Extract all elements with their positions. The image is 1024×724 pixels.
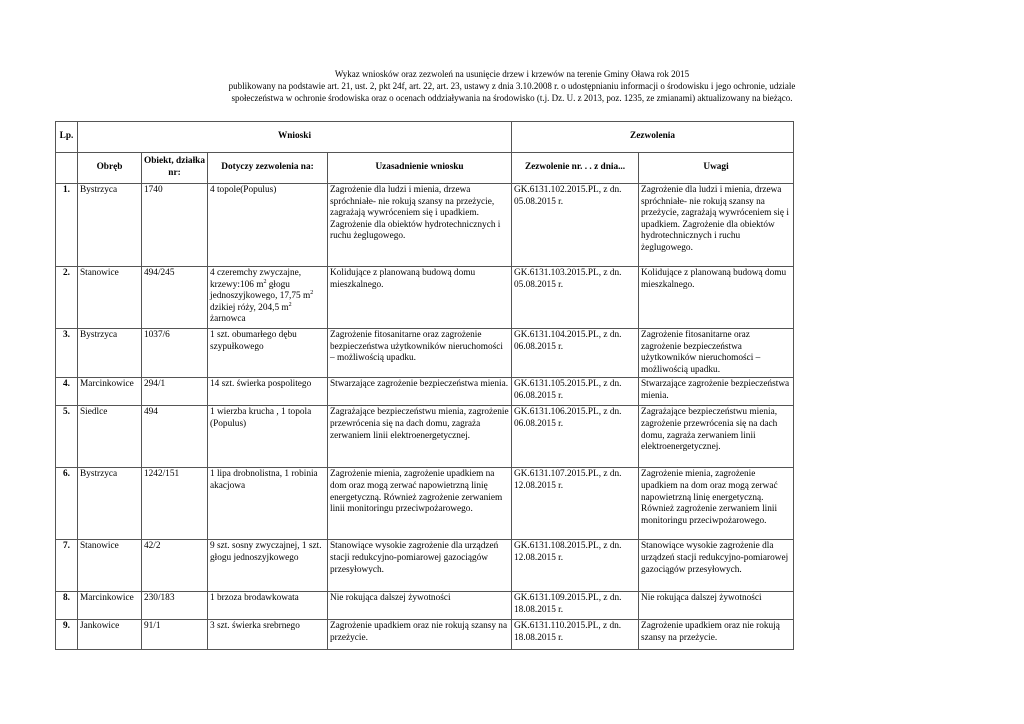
row-obreb: Jankowice [78,620,142,650]
row-uzasadnienie: Zagrażające bezpieczeństwu mienia, zagrożenie przewrócenia się na dach domu, zagraża zerwaniem linii elektroenergetycznej. [328,406,512,468]
row-dotyczy: 1 brzoza brodawkowata [208,592,328,620]
row-uzasadnienie: Stanowiące wysokie zagrożenie dla urządzeń stacji redukcyjno-pomiarowej gazociągów przesyłowych. [328,540,512,592]
row-obiekt: 42/2 [142,540,208,592]
document-heading [0,68,1024,104]
row-obiekt: 1740 [142,184,208,267]
row-obreb: Marcinkowice [78,378,142,406]
row-uwagi: Zagrożenie upadkiem oraz nie rokują szansy na przeżycie. [639,620,794,650]
permits-table [55,121,794,650]
table-row [56,329,794,378]
row-dotyczy: 1 lipa drobnolistna, 1 robinia akacjowa [208,468,328,540]
row-lp: 4. [56,378,78,406]
row-lp: 2. [56,267,78,329]
table-row [56,468,794,540]
row-uwagi: Zagrożenie fitosanitarne oraz zagrożenie bezpieczeństwa użytkowników nieruchomości – możliwością upadku. [639,329,794,378]
row-uwagi: Nie rokująca dalszej żywotności [639,592,794,620]
row-uwagi: Stwarzające zagrożenie bezpieczeństwa mienia. [639,378,794,406]
table-row [56,267,794,329]
row-dotyczy: 1 szt. obumarłego dębu szypułkowego [208,329,328,378]
row-uzasadnienie: Nie rokująca dalszej żywotności [328,592,512,620]
table-row [56,592,794,620]
table-row [56,540,794,592]
row-uzasadnienie: Kolidujące z planowaną budową domu mieszkalnego. [328,267,512,329]
table-row [56,184,794,267]
row-uwagi: Stanowiące wysokie zagrożenie dla urządzeń stacji redukcyjno-pomiarowej gazociągów przesyłowych. [639,540,794,592]
row-uwagi: Zagrożenie dla ludzi i mienia, drzewa spróchniałe- nie rokują szansy na przeżycie, zagrażają wywróceniem się i upadkiem. Zagrożenie dla obiektów hydrotechnicznych i ruchu żeglugowego. [639,184,794,267]
row-dotyczy: 3 szt. świerka srebrnego [208,620,328,650]
row-zezwolenie: GK.6131.102.2015.PL, z dn. 05.08.2015 r. [512,184,639,267]
row-dotyczy: 1 wierzba krucha , 1 topola (Populus) [208,406,328,468]
row-obreb: Stanowice [78,540,142,592]
row-obreb: Bystrzyca [78,329,142,378]
row-dotyczy: 14 szt. świerka pospolitego [208,378,328,406]
header-zezwolenie: Zezwolenie nr. . . z dnia... [512,153,639,184]
row-obreb: Bystrzyca [78,468,142,540]
row-lp: 8. [56,592,78,620]
header-dotyczy: Dotyczy zezwolenia na: [208,153,328,184]
row-zezwolenie: GK.6131.109.2015.PL, z dn. 18.08.2015 r. [512,592,639,620]
row-dotyczy: 4 czeremchy zwyczajne, krzewy:106 $m^2$ głogu jednoszyjkowego, 17,75 $m^2$ dzikiej róży, 204,5 $m^2$ żarnowca [208,267,328,329]
row-obiekt: 494 [142,406,208,468]
row-lp: 3. [56,329,78,378]
row-obiekt: 494/245 [142,267,208,329]
row-obiekt: 230/183 [142,592,208,620]
row-zezwolenie: GK.6131.110.2015.PL, z dn. 18.08.2015 r. [512,620,639,650]
row-zezwolenie: GK.6131.104.2015.PL, z dn. 06.08.2015 r. [512,329,639,378]
document-subtitle-line2: społeczeństwa w ochronie środowiska oraz o ocenach oddziaływania na środowisko (t.j. Dz. U. z 2013, poz. 1235, ze zmianami) aktualizowany na bieżąco. [231,93,793,103]
row-lp: 6. [56,468,78,540]
row-zezwolenie: GK.6131.106.2015.PL, z dn. 06.08.2015 r. [512,406,639,468]
row-obreb: Marcinkowice [78,592,142,620]
row-lp: 7. [56,540,78,592]
row-zezwolenie: GK.6131.105.2015.PL, z dn. 06.08.2015 r. [512,378,639,406]
row-obreb: Siedlce [78,406,142,468]
header-uwagi: Uwagi [639,153,794,184]
row-obiekt: 294/1 [142,378,208,406]
row-uwagi: Zagrażające bezpieczeństwu mienia, zagrożenie przewrócenia się na dach domu, zagraża zerwaniem linii elektroenergetycznej. [639,406,794,468]
row-zezwolenie: GK.6131.103.2015.PL, z dn. 05.08.2015 r. [512,267,639,329]
row-lp: 9. [56,620,78,650]
row-lp: 1. [56,184,78,267]
row-obiekt: 91/1 [142,620,208,650]
row-uzasadnienie: Zagrożenie mienia, zagrożenie upadkiem na dom oraz mogą zerwać napowietrzną linię energetyczną. Również zagrożenie zerwaniem linii monitoringu przeciwpożarowego. [328,468,512,540]
header-lp: Lp. [56,122,78,153]
header-obiekt: Obiekt, działka nr: [142,153,208,184]
row-lp: 5. [56,406,78,468]
row-uzasadnienie: Zagrożenie upadkiem oraz nie rokują szansy na przeżycie. [328,620,512,650]
row-obiekt: 1242/151 [142,468,208,540]
document-title: Wykaz wniosków oraz zezwoleń na usunięcie drzew i krzewów na terenie Gminy Oława rok 2015 [334,69,690,79]
row-uwagi: Zagrożenie mienia, zagrożenie upadkiem na dom oraz mogą zerwać napowietrzną linię energetyczną. Również zagrożenie zerwaniem linii monitoringu przeciwpożarowego. [639,468,794,540]
document-subtitle-line1: publikowany na podstawie art. 21, ust. 2, pkt 24f, art. 22, art. 23, ustawy z dnia 3.10.2008 r. o udostępnianiu informacji o środowisku i jego ochronie, udziale [228,81,796,91]
header-group-wnioski: Wnioski [78,122,512,153]
table-row [56,406,794,468]
header-obreb: Obręb [78,153,142,184]
row-obreb: Bystrzyca [78,184,142,267]
row-dotyczy: 4 topole(Populus) [208,184,328,267]
row-obiekt: 1037/6 [142,329,208,378]
row-zezwolenie: GK.6131.107.2015.PL, z dn. 12.08.2015 r. [512,468,639,540]
table-row [56,378,794,406]
table-row [56,620,794,650]
row-dotyczy: 9 szt. sosny zwyczajnej, 1 szt. głogu jednoszyjkowego [208,540,328,592]
row-uzasadnienie: Stwarzające zagrożenie bezpieczeństwa mienia. [328,378,512,406]
row-obreb: Stanowice [78,267,142,329]
row-zezwolenie: GK.6131.108.2015.PL, z dn. 12.08.2015 r. [512,540,639,592]
row-uwagi: Kolidujące z planowaną budową domu mieszkalnego. [639,267,794,329]
row-uzasadnienie: Zagrożenie fitosanitarne oraz zagrożenie bezpieczeństwa użytkowników nieruchomości – możliwością upadku. [328,329,512,378]
row-uzasadnienie: Zagrożenie dla ludzi i mienia, drzewa spróchniałe- nie rokują szansy na przeżycie, zagrażają wywróceniem się i upadkiem. Zagrożenie dla obiektów hydrotechnicznych i ruchu żeglugowego. [328,184,512,267]
header-empty [56,153,78,184]
header-uzasadnienie: Uzasadnienie wniosku [328,153,512,184]
header-group-zezwolenia: Zezwolenia [512,122,794,153]
